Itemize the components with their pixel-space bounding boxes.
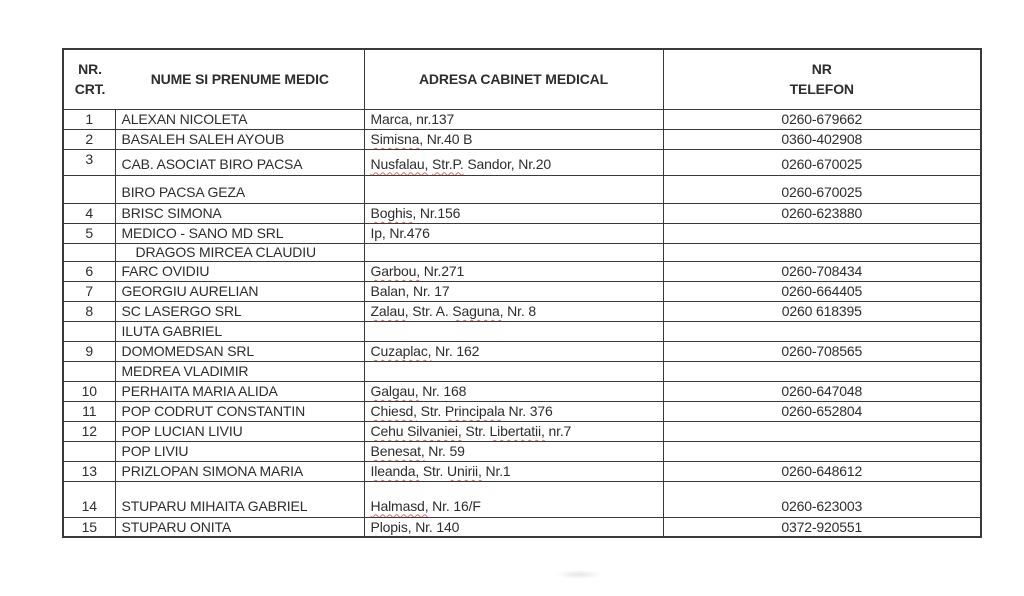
header-nr-crt-line2: CRT.: [74, 81, 106, 98]
misspelled-word: Principala: [444, 403, 505, 419]
doctor-name-cell: POP LUCIAN LIVIU: [115, 421, 364, 441]
row-number-cell: 13: [63, 461, 115, 481]
misspelled-word: Str.P.: [432, 155, 464, 172]
address-text: Str.: [461, 423, 490, 439]
address-cell: [364, 223, 663, 243]
header-nr-crt-line1: NR.: [78, 61, 102, 78]
misspelled-word: Simisna,: [370, 131, 423, 147]
header-address: ADRESA CABINET MEDICAL: [364, 49, 663, 109]
doctor-name-cell: POP LIVIU: [115, 441, 364, 461]
address-cell: [364, 441, 663, 461]
address-text: Nr. 162: [431, 343, 480, 359]
address-cell: [364, 361, 663, 381]
address-cell: [364, 461, 663, 481]
row-number-cell: [63, 243, 115, 261]
misspelled-word: Cehu Silvaniei,: [370, 423, 462, 439]
row-number-cell: [63, 361, 115, 381]
phone-cell: [663, 441, 981, 461]
address-cell: [364, 301, 663, 321]
table-row: [63, 175, 981, 203]
misspelled-word: Unirii,: [447, 463, 482, 479]
address-cell: [364, 261, 663, 281]
doctor-name-cell: PERHAITA MARIA ALIDA: [115, 381, 364, 401]
misspelled-word: Libertatii,: [489, 423, 545, 439]
address-text: Ip, Nr.476: [370, 225, 430, 241]
row-number-cell: [63, 321, 115, 341]
header-row: [63, 49, 981, 109]
table-row: [63, 481, 981, 517]
misspelled-word: Nusfalau,: [370, 155, 429, 172]
misspelled-word: Benesat,: [370, 443, 425, 459]
row-number-cell: 15: [63, 517, 115, 537]
address-text: Nr.156: [416, 205, 461, 221]
address-text: Nr.1: [481, 463, 511, 479]
address-cell: [364, 341, 663, 361]
table-row: [63, 401, 981, 421]
doctor-name-cell: CAB. ASOCIAT BIRO PACSA: [115, 149, 364, 175]
doctor-name-cell: DRAGOS MIRCEA CLAUDIU: [115, 243, 364, 261]
address-text: Nr. 140: [411, 518, 460, 535]
address-text: Nr. 168: [418, 383, 467, 399]
misspelled-word: Halmasd,: [370, 497, 429, 514]
table-row: [63, 421, 981, 441]
address-text: nr.7: [544, 423, 572, 439]
address-text: Nr. 376: [504, 403, 553, 419]
medics-table: [62, 48, 982, 538]
table-row: [63, 301, 981, 321]
misspelled-word: Saguna,: [452, 303, 504, 319]
header-phone-line2: TELEFON: [789, 81, 854, 98]
table-row: [63, 261, 981, 281]
address-text: Nr. 16/F: [428, 497, 481, 514]
doctor-name-cell: BASALEH SALEH AYOUB: [115, 129, 364, 149]
misspelled-word: Cuzaplac,: [370, 343, 432, 359]
table-row: [63, 517, 981, 537]
address-text: Nr. 59: [424, 443, 465, 459]
table-row: [63, 243, 981, 261]
doctor-name-cell: ILUTA GABRIEL: [115, 321, 364, 341]
scan-artifact: [556, 570, 602, 579]
phone-cell: 0260-670025: [663, 175, 981, 203]
phone-cell: 0260-623003: [663, 481, 981, 517]
address-text: Str. A.: [408, 303, 453, 319]
table-row: [63, 203, 981, 223]
address-cell: [364, 149, 663, 175]
misspelled-word: Garbou,: [370, 263, 421, 279]
row-number-cell: 6: [63, 261, 115, 281]
phone-cell: [663, 243, 981, 261]
address-text: Nr. 8: [503, 303, 536, 319]
phone-cell: 0360-402908: [663, 129, 981, 149]
address-text: Marca, nr.137: [370, 111, 455, 127]
phone-cell: 0260-670025: [663, 149, 981, 175]
address-cell: [364, 421, 663, 441]
row-number-cell: 9: [63, 341, 115, 361]
header-name: NUME SI PRENUME MEDIC: [150, 71, 329, 88]
phone-cell: 0260-647048: [663, 381, 981, 401]
row-number-cell: [63, 441, 115, 461]
phone-cell: 0260-708565: [663, 341, 981, 361]
phone-cell: [663, 223, 981, 243]
address-cell: [364, 321, 663, 341]
address-cell: [364, 243, 663, 261]
phone-cell: [663, 421, 981, 441]
phone-cell: 0260-664405: [663, 281, 981, 301]
address-cell: [364, 381, 663, 401]
address-cell: [364, 481, 663, 517]
header-phone-line1: NR: [811, 61, 832, 78]
table-row: [63, 129, 981, 149]
row-number-cell: [63, 175, 115, 203]
header-nr-crt: [64, 59, 116, 99]
address-cell: [364, 401, 663, 421]
misspelled-word: Ileanda,: [370, 463, 420, 479]
address-cell: [364, 281, 663, 301]
phone-cell: [663, 361, 981, 381]
address-text: Balan, Nr. 17: [370, 283, 450, 299]
address-cell: [364, 203, 663, 223]
table-row: [63, 149, 981, 175]
address-cell: [364, 517, 663, 537]
phone-cell: [663, 321, 981, 341]
misspelled-word: Boghis,: [370, 205, 417, 221]
row-number-cell: 14: [63, 481, 115, 517]
doctor-name-cell: FARC OVIDIU: [115, 261, 364, 281]
phone-cell: 0260-708434: [663, 261, 981, 281]
misspelled-word: Chiesd,: [370, 403, 417, 419]
doctor-name-cell: STUPARU MIHAITA GABRIEL: [115, 481, 364, 517]
misspelled-word: Zalau,: [370, 303, 409, 319]
misspelled-word: Galgau,: [370, 383, 419, 399]
doctor-name-cell: BIRO PACSA GEZA: [115, 175, 364, 203]
row-number-cell: 5: [63, 223, 115, 243]
address-text: Sandor, Nr.20: [463, 155, 551, 172]
header-nr-and-name-cell: [63, 49, 364, 109]
table-row: [63, 381, 981, 401]
table-row: [63, 223, 981, 243]
phone-cell: 0260 618395: [663, 301, 981, 321]
address-cell: [364, 129, 663, 149]
row-number-cell: 4: [63, 203, 115, 223]
row-number-cell: 7: [63, 281, 115, 301]
misspelled-word: Plopis,: [370, 518, 412, 535]
doctor-name-cell: DOMOMEDSAN SRL: [115, 341, 364, 361]
doctor-name-cell: GEORGIU AURELIAN: [115, 281, 364, 301]
row-number-cell: 10: [63, 381, 115, 401]
table-row: [63, 361, 981, 381]
phone-cell: 0372-920551: [663, 517, 981, 537]
header-phone: [663, 49, 981, 109]
address-cell: [364, 109, 663, 129]
doctor-name-cell: SC LASERGO SRL: [115, 301, 364, 321]
row-number-cell: 8: [63, 301, 115, 321]
address-text: Str.: [419, 463, 448, 479]
row-number-cell: 2: [63, 129, 115, 149]
table-row: [63, 441, 981, 461]
address-text: Str.: [416, 403, 445, 419]
row-number-cell: 1: [63, 109, 115, 129]
doctor-name-cell: MEDREA VLADIMIR: [115, 361, 364, 381]
doctor-name-cell: POP CODRUT CONSTANTIN: [115, 401, 364, 421]
phone-cell: 0260-652804: [663, 401, 981, 421]
table-row: [63, 341, 981, 361]
phone-cell: 0260-648612: [663, 461, 981, 481]
doctor-name-cell: BRISC SIMONA: [115, 203, 364, 223]
doctor-name-cell: MEDICO - SANO MD SRL: [115, 223, 364, 243]
doctor-name-cell: PRIZLOPAN SIMONA MARIA: [115, 461, 364, 481]
table-row: [63, 461, 981, 481]
address-cell: [364, 175, 663, 203]
row-number-cell: 11: [63, 401, 115, 421]
table-row: [63, 109, 981, 129]
table-row: [63, 321, 981, 341]
row-number-cell: 12: [63, 421, 115, 441]
address-text: Nr.40 B: [422, 131, 473, 147]
address-text: Nr.271: [420, 263, 465, 279]
phone-cell: 0260-623880: [663, 203, 981, 223]
doctor-name-cell: ALEXAN NICOLETA: [115, 109, 364, 129]
row-number-cell: 3: [63, 149, 115, 175]
doctor-name-cell: STUPARU ONITA: [115, 517, 364, 537]
phone-cell: 0260-679662: [663, 109, 981, 129]
table-row: [63, 281, 981, 301]
